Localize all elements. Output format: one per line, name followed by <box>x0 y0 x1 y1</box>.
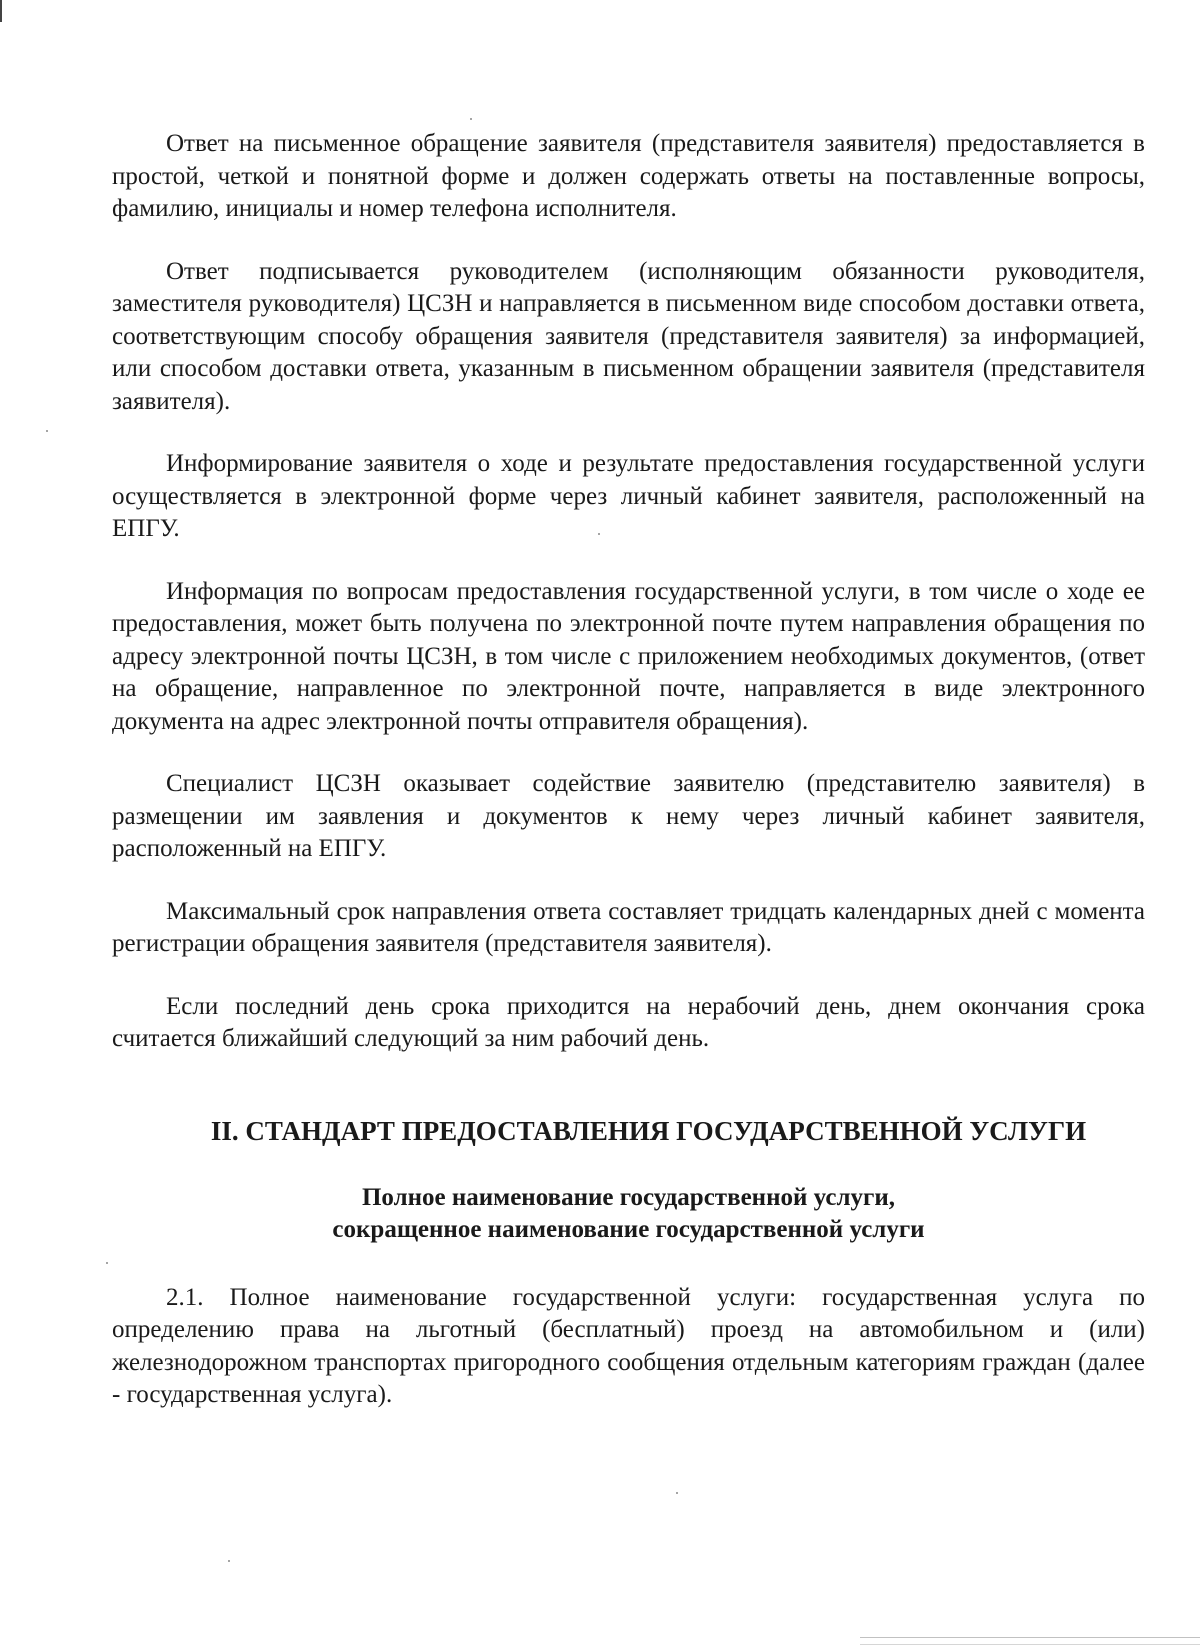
paragraph-non-working-day: Если последний день срока приходится на нерабочий день, днем окончания срока считается ближайший следующий за ним рабочий день. <box>112 992 1145 1052</box>
scan-speck <box>228 1560 230 1562</box>
scan-speck <box>598 533 600 535</box>
paragraph-reply-signing: Ответ подписывается руководителем (исполняющим обязанности руководителя, заместителя руководителя) ЦСЗН и направляется в письменном виде способом доставки ответа, соответствующим способу обращения заявителя (представителя заявителя) за информацией, или способом доставки ответа, указанным в письменном обращении заявителя (представителя заявителя). <box>112 257 1145 415</box>
document-body <box>112 128 1145 1442</box>
section-subtitle-line1: Полное наименование государственной услуги, <box>361 1183 896 1211</box>
section-subtitle <box>112 1182 1145 1246</box>
paragraph-specialist-assistance: Специалист ЦСЗН оказывает содействие заявителю (представителю заявителя) в размещении им заявления и документов к нему через личный кабинет заявителя, расположенный на ЕПГУ. <box>112 770 1145 862</box>
clause-2-1: 2.1. Полное наименование государственной услуги: государственная услуга по определению права на льготный (бесплатный) проезд на автомобильном и (или) железнодорожном транспортах пригородного сообщения отдельным категориям граждан (далее - государственная услуга). <box>112 1283 1145 1408</box>
section-title: II. СТАНДАРТ ПРЕДОСТАВЛЕНИЯ ГОСУДАРСТВЕННОЙ УСЛУГИ <box>210 1115 1087 1146</box>
scan-speck <box>470 118 472 120</box>
scan-speck <box>676 1492 678 1494</box>
scan-edge-mark <box>0 0 2 22</box>
scan-speck <box>46 430 48 432</box>
section-subtitle-line2: сокращенное наименование государственной услуги <box>332 1215 925 1243</box>
scan-speck <box>106 1262 108 1264</box>
paragraph-max-term: Максимальный срок направления ответа составляет тридцать календарных дней с момента регистрации обращения заявителя (представителя заявителя). <box>112 897 1145 957</box>
paragraph-written-reply: Ответ на письменное обращение заявителя (представителя заявителя) предоставляется в простой, четкой и понятной форме и должен содержать ответы на поставленные вопросы, фамилию, инициалы и номер телефона исполнителя. <box>112 130 1145 222</box>
paragraph-email-info: Информация по вопросам предоставления государственной услуги, в том числе о ходе ее предоставления, может быть получена по электронной почте путем направления обращения по адресу электронной почты ЦСЗН, в том числе с приложением необходимых документов, (ответ на обращение, направленное по электронной почте, направляется в виде электронного документа на адрес электронной почты отправителя обращения). <box>112 577 1145 735</box>
scan-bottom-lines <box>860 1637 1200 1645</box>
paragraph-informing-epgu: Информирование заявителя о ходе и результате предоставления государственной услуги осуществляется в электронной форме через личный кабинет заявителя, расположенный на ЕПГУ. <box>112 450 1145 542</box>
